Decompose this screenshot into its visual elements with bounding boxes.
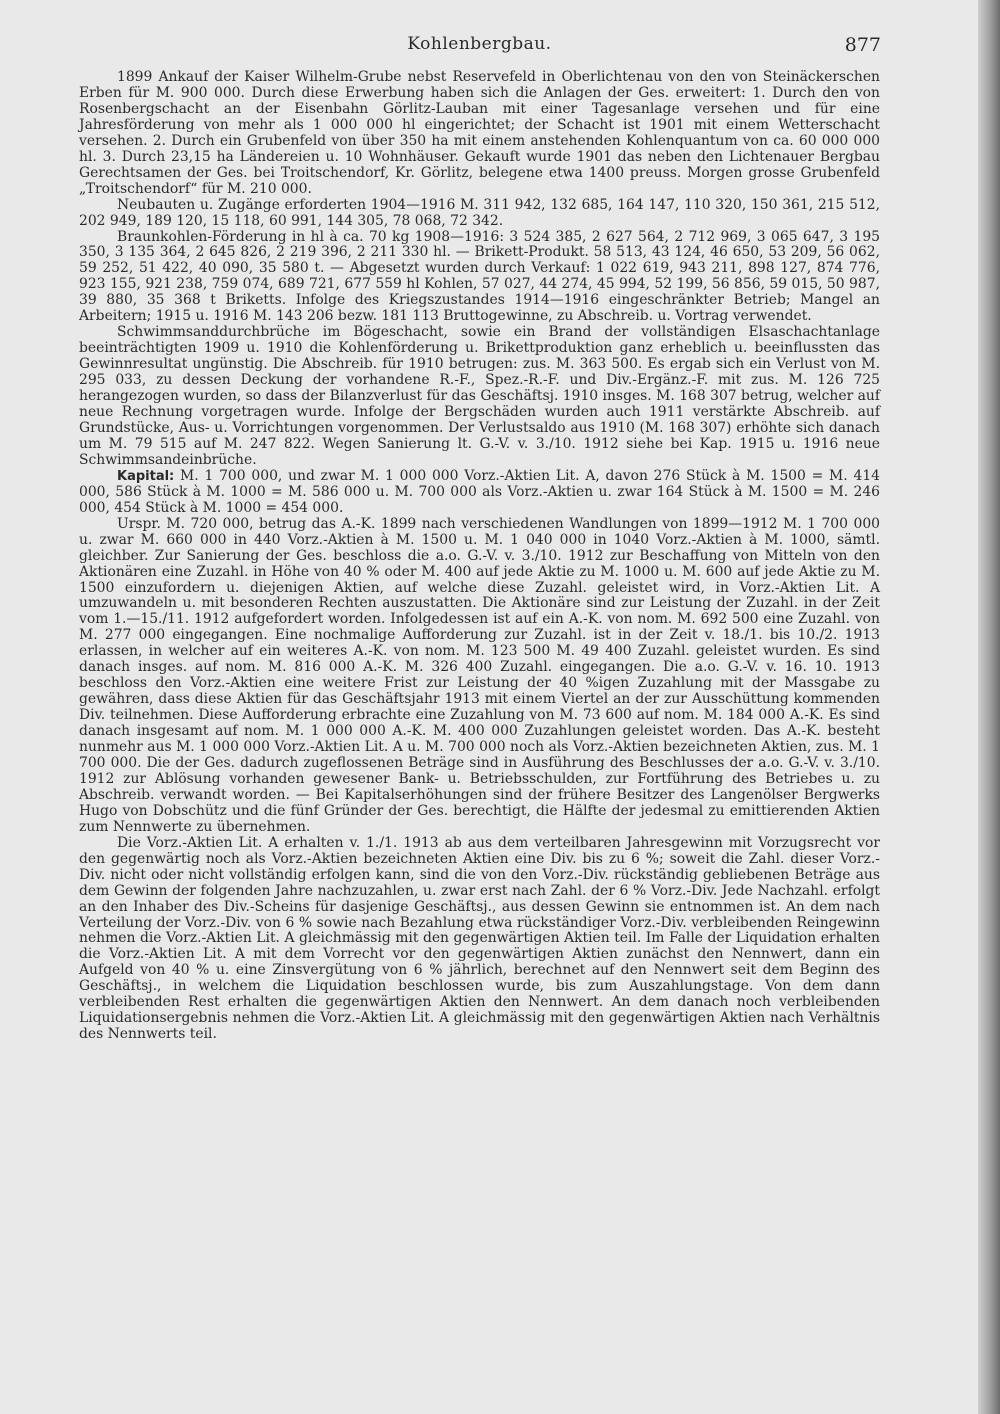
page-number: 877 [844,34,881,56]
paragraph-urspr-kapital: Urspr. M. 720 000, betrug das A.-K. 1899 nach verschiedenen Wandlungen von 1899—1912 M. 1 700 000 u. zwar M. 660 000 in 440 Vorz.-Aktien à M. 1500 u. M. 1 040 000 in 1040 Vorz.-Aktien à M. 1000, sämtl. gleichber. Zur Sanierung der Ges. beschloss die a.o. G.-V. v. 3./10. 1912 zur Beschaffung von Mitteln von den Aktionären eine Zuzahl. in Höhe von 40 % oder M. 400 auf jede Aktie zu M. 1000 u. M. 600 auf jede Aktie zu M. 1500 einzufordern u. diejenigen Aktien, auf welche diese Zuzahl. geleistet wird, in Vorz.-Aktien Lit. A umzuwandeln u. mit besonderen Rechten auszustatten. Die Aktionäre sind zur Leistung der Zuzahl. in der Zeit vom 1.—15./11. 1912 aufgefordert worden. Infolgedessen ist auf ein A.-K. von nom. M. 692 500 eine Zuzahl. von M. 277 000 eingegangen. Eine nochmalige Aufforderung zur Zuzahl. ist in der Zeit v. 18./1. bis 10./2. 1913 erlassen, in welcher auf ein weiteres A.-K. von nom. M. 123 500 M. 49 400 Zuzahl. geleistet wurden. Es sind danach insges. auf nom. M. 816 000 A.-K. M. 326 400 Zuzahl. eingegangen. Die a.o. G.-V. v. 16. 10. 1913 beschloss den Vorz.-Aktien eine weitere Frist zur Leistung der 40 %igen Zuzahlung mit der Massgabe zu gewähren, dass diese Aktien für das Geschäftsjahr 1913 mit einem Viertel an der zur Ausschüttung kommenden Div. teilnehmen. Diese Aufforderung erbrachte eine Zuzahlung von M. 73 600 auf nom. M. 184 000 A.-K. Es sind danach insgesamt auf nom. M. 1 000 000 A.-K. M. 400 000 Zuzahlungen geleistet worden. Das A.-K. besteht nunmehr aus M. 1 000 000 Vorz.-Aktien Lit. A u. M. 700 000 noch als Vorz.-Aktien bezeichneten Aktien, zus. M. 1 700 000. Die der Ges. dadurch zugeflossenen Beträge sind in Ausführung des Beschlusses der a.o. G.-V. v. 3./10. 1912 zur Ablösung vorhanden gewesener Bank- u. Betriebsschulden, zur Fortführung des Betriebes u. zu Abschreib. verwandt worden. — Bei Kapitalserhöhungen sind der frühere Besitzer des Langenölser Bergwerks Hugo von Dobschütz und die fünf Gründer der Ges. berechtigt, die Hälfte der jedesmal zu emittierenden Aktien zum Nennwerte zu übernehmen. [79,515,880,835]
paragraph-kaiser-wilhelm-grube: 1899 Ankauf der Kaiser Wilhelm-Grube nebst Reservefeld in Oberlichtenau von den von Steinäckerschen Erben für M. 900 000. Durch diese Erwerbung haben sich die Anlagen der Ges. erweitert: 1. Durch den von Rosenbergschacht an der Eisenbahn Görlitz-Lauban mit einer Tagesanlage versehen und für eine Jahresförderung von mehr als 1 000 000 hl eingerichtet; der Schacht ist 1901 mit einem Wetterschacht versehen. 2. Durch ein Grubenfeld von über 350 ha mit einem anstehenden Kohlenquantum von ca. 60 000 000 hl. 3. Durch 23,15 ha Ländereien u. 10 Wohnhäuser. Gekauft wurde 1901 das neben den Lichtenauer Bergbau Gerechtsamen der Ges. bei Troitschendorf, Kr. Görlitz, belegene etwa 1400 preuss. Morgen grosse Grubenfeld „Troitschendorf“ für M. 210 000. [79,69,880,197]
page-header [78,34,881,58]
paragraph-neubauten: Neubauten u. Zugänge erforderten 1904—1916 M. 311 942, 132 685, 164 147, 110 320, 150 361, 215 512, 202 949, 189 120, 15 118, 60 991, 144 305, 78 068, 72 342. [79,196,880,229]
paragraph-kapital [79,469,880,517]
page-edge-shadow [978,0,1000,1414]
running-title: Kohlenbergbau. [407,34,552,54]
paragraph-vorz-aktien: Die Vorz.-Aktien Lit. A erhalten v. 1./1. 1913 ab aus dem verteilbaren Jahresgewinn mit Vorzugsrecht vor den gegenwärtig noch als Vorz.-Aktien bezeichneten Aktien eine Div. bis zu 6 %; soweit die Zahl. dieser Vorz.-Div. nicht oder nicht vollständig erfolgen kann, sind die von den Vorz.-Div. rückständig gebliebenen Beträge aus dem Gewinn der folgenden Jahre nachzuzahlen, u. zwar erst nach Zahl. der 6 % Vorz.-Div. Jede Nachzahl. erfolgt an den Inhaber des Div.-Scheins für dasjenige Geschäftsj., aus dessen Gewinn sie entnommen ist. An dem nach Verteilung der Vorz.-Div. von 6 % sowie nach Bezahlung etwa rückständiger Vorz.-Div. verbleibenden Reingewinn nehmen die Vorz.-Aktien Lit. A gleichmässig mit den gegenwärtigen Aktien teil. Im Falle der Liquidation erhalten die Vorz.-Aktien Lit. A mit dem Vorrecht vor den gegenwärtigen Aktien zunächst den Nennwert, dann ein Aufgeld von 40 % u. eine Zinsvergütung von 6 % jährlich, berechnet auf den Nennwert seit dem Beginn des Geschäftsj., in welchem die Liquidation beschlossen wurde, bis zum Auszahlungstage. Von dem dann verbleibenden Rest erhalten die gegenwärtigen Aktien den Nennwert. An dem danach noch verbleibenden Liquidationsergebnis nehmen die Vorz.-Aktien Lit. A gleichmässig mit den gegenwärtigen Aktien nach Verhältnis des Nennwerts teil. [79,834,880,1043]
kapital-label: Kapital: [117,468,175,484]
paragraph-foerderung: Braunkohlen-Förderung in hl à ca. 70 kg 1908—1916: 3 524 385, 2 627 564, 2 712 969, 3 065 647, 3 195 350, 3 135 364, 2 645 826, 2 219 396, 2 211 330 hl. — Brikett-Produkt. 58 513, 43 124, 46 650, 53 209, 56 062, 59 252, 51 422, 40 090, 35 580 t. — Abgesetzt wurden durch Verkauf: 1 022 619, 943 211, 898 127, 874 776, 923 155, 921 238, 759 074, 689 721, 677 559 hl Kohlen, 57 027, 44 274, 45 994, 52 199, 56 856, 59 015, 50 987, 39 880, 35 368 t Briketts. Infolge des Kriegszustandes 1914—1916 eingeschränkter Betrieb; Mangel an Arbeitern; 1915 u. 1916 M. 143 206 bezw. 181 113 Bruttogewinne, zu Abschreib. u. Vortrag verwendet. [79,228,880,325]
paragraph-schwimmsand: Schwimmsanddurchbrüche im Bögeschacht, sowie ein Brand der vollständigen Elsaschachtanlage beeinträchtigten 1909 u. 1910 die Kohlenförderung u. Brikettproduktion ganz erheblich u. beeinflussten das Gewinnresultat ungünstig. Die Abschreib. für 1910 betrugen: zus. M. 363 500. Es ergab sich ein Verlust von M. 295 033, zu dessen Deckung der vorhandene R.-F., Spez.-R.-F. und Div.-Ergänz.-F. mit zus. M. 126 725 herangezogen wurden, so dass der Bilanzverlust für das Geschäftsj. 1910 insges. M. 168 307 betrug, welcher auf neue Rechnung vorgetragen wurde. Infolge der Bergschäden wurden auch 1911 verstärkte Abschreib. auf Grundstücke, Aus- u. Vorrichtungen vorgenommen. Der Verlustsaldo aus 1910 (M. 168 307) erhöhte sich danach um M. 79 515 auf M. 247 822. Wegen Sanierung lt. G.-V. v. 3./10. 1912 siehe bei Kap. 1915 u. 1916 neue Schwimmsandeinbrüche. [79,324,880,468]
kapital-text: M. 1 700 000, und zwar M. 1 000 000 Vorz.-Aktien Lit. A, davon 276 Stück à M. 1500 = M. 414 000, 586 Stück à M. 1000 = M. 586 000 u. M. 700 000 als Vorz.-Aktien u. zwar 164 Stück à M. 1500 = M. 246 000, 454 Stück à M. 1000 = 454 000. [79,467,881,516]
body-text [79,70,880,1043]
